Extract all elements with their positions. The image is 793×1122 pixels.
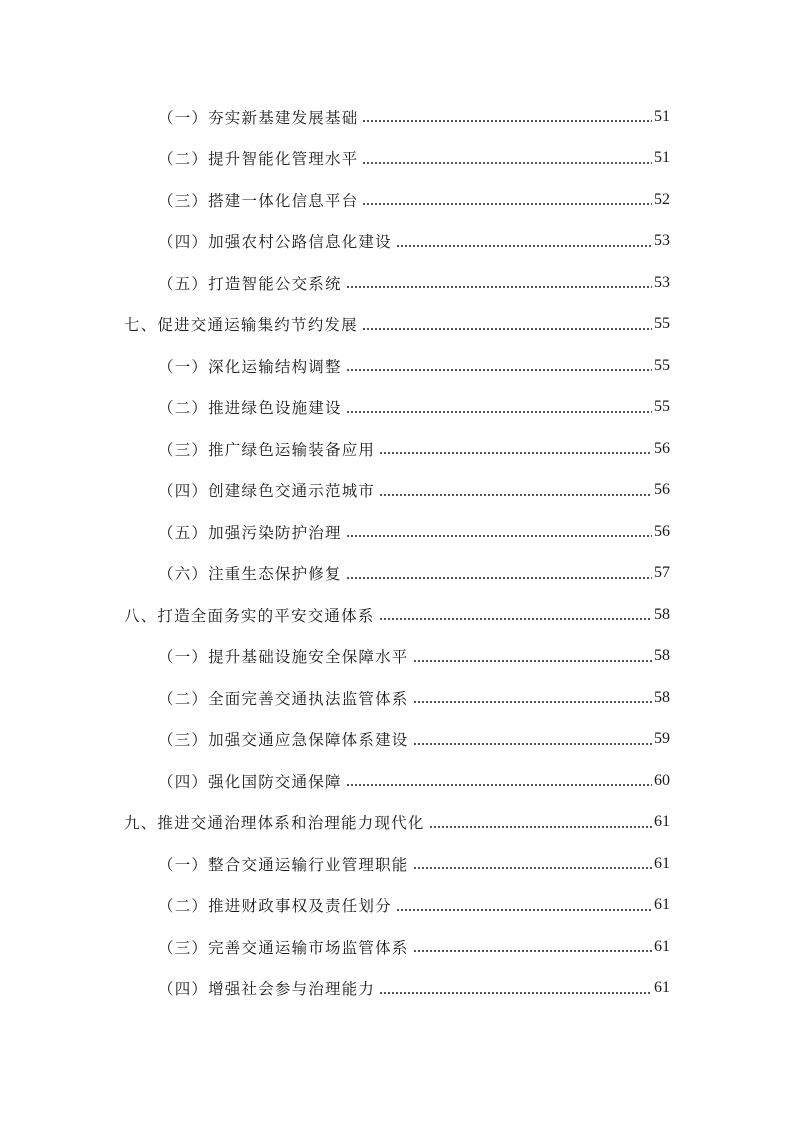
toc-entry-title: （三）推广绿色运输装备应用 [158,440,376,459]
dot-leader [379,452,652,454]
toc-entry-page-number: 51 [654,107,670,125]
dot-leader [379,494,652,496]
toc-entry-page-number: 58 [654,605,670,623]
toc-entry-page-number: 58 [654,647,670,665]
toc-entry[interactable] [0,843,793,885]
dot-leader [396,245,652,247]
dot-leader [379,992,652,994]
toc-entry[interactable] [0,96,793,138]
toc-entry-title: 八、打造全面务实的平安交通体系 [124,606,375,625]
dot-leader [362,120,652,122]
toc-entry-title: （五）加强污染防护治理 [158,523,342,542]
toc-entry-title: （六）注重生态保护修复 [158,565,342,584]
toc-entry-page-number: 61 [654,854,670,872]
toc-entry-title: （五）打造智能公交系统 [158,274,342,293]
toc-chapter-entry[interactable] [0,594,793,636]
toc-entry[interactable] [0,387,793,429]
dot-leader [413,950,652,952]
dot-leader [346,577,652,579]
toc-entry-title: （一）夯实新基建发展基础 [158,108,359,127]
toc-entry-page-number: 61 [654,813,670,831]
dot-leader [362,203,652,205]
toc-entry[interactable] [0,885,793,927]
toc-entry-title: （三）搭建一体化信息平台 [158,191,359,210]
toc-entry-title: （四）创建绿色交通示范城市 [158,482,376,501]
toc-entry-page-number: 56 [654,439,670,457]
toc-entry[interactable] [0,511,793,553]
table-of-contents [0,96,793,1009]
toc-entry-title: （三）完善交通运输市场监管体系 [158,938,409,957]
toc-entry[interactable] [0,345,793,387]
toc-entry[interactable] [0,221,793,263]
toc-entry-page-number: 53 [654,232,670,250]
toc-entry-page-number: 56 [654,522,670,540]
dot-leader [346,369,652,371]
dot-leader [346,784,652,786]
dot-leader [413,867,652,869]
toc-entry-page-number: 55 [654,356,670,374]
dot-leader [346,286,652,288]
toc-entry-title: （一）整合交通运输行业管理职能 [158,855,409,874]
toc-entry[interactable] [0,926,793,968]
dot-leader [413,701,652,703]
toc-entry-page-number: 60 [654,771,670,789]
toc-entry-title: （四）加强农村公路信息化建设 [158,233,392,252]
toc-entry-page-number: 56 [654,481,670,499]
toc-chapter-entry[interactable] [0,802,793,844]
toc-entry[interactable] [0,553,793,595]
dot-leader [379,618,652,620]
toc-entry[interactable] [0,470,793,512]
dot-leader [413,660,652,662]
dot-leader [346,411,652,413]
toc-entry-page-number: 59 [654,730,670,748]
toc-entry[interactable] [0,262,793,304]
toc-entry[interactable] [0,968,793,1010]
toc-entry[interactable] [0,760,793,802]
toc-entry-title: （四）增强社会参与治理能力 [158,980,376,999]
dot-leader [396,909,652,911]
toc-entry-title: （四）强化国防交通保障 [158,772,342,791]
toc-entry-title: （一）深化运输结构调整 [158,357,342,376]
toc-entry[interactable] [0,428,793,470]
toc-entry-title: （二）推进财政事权及责任划分 [158,897,392,916]
dot-leader [429,826,652,828]
toc-entry-title: 九、推进交通治理体系和治理能力现代化 [124,814,425,833]
dot-leader [362,328,652,330]
dot-leader [362,162,652,164]
toc-entry[interactable] [0,677,793,719]
toc-entry[interactable] [0,719,793,761]
toc-entry-title: （二）推进绿色设施建设 [158,399,342,418]
toc-entry-title: （二）全面完善交通执法监管体系 [158,689,409,708]
toc-entry-page-number: 51 [654,149,670,167]
toc-entry-title: 七、促进交通运输集约节约发展 [124,316,358,335]
toc-entry-title: （二）提升智能化管理水平 [158,150,359,169]
toc-entry-page-number: 58 [654,688,670,706]
toc-entry-page-number: 61 [654,937,670,955]
toc-entry-title: （一）提升基础设施安全保障水平 [158,648,409,667]
toc-entry[interactable] [0,636,793,678]
toc-entry-page-number: 61 [654,896,670,914]
dot-leader [413,743,652,745]
toc-entry[interactable] [0,179,793,221]
toc-entry-page-number: 53 [654,273,670,291]
toc-chapter-entry[interactable] [0,304,793,346]
toc-entry-page-number: 57 [654,564,670,582]
toc-entry-title: （三）加强交通应急保障体系建设 [158,731,409,750]
toc-entry-page-number: 61 [654,979,670,997]
toc-entry-page-number: 55 [654,315,670,333]
toc-entry-page-number: 55 [654,398,670,416]
toc-entry-page-number: 52 [654,190,670,208]
toc-entry[interactable] [0,138,793,180]
dot-leader [346,535,652,537]
